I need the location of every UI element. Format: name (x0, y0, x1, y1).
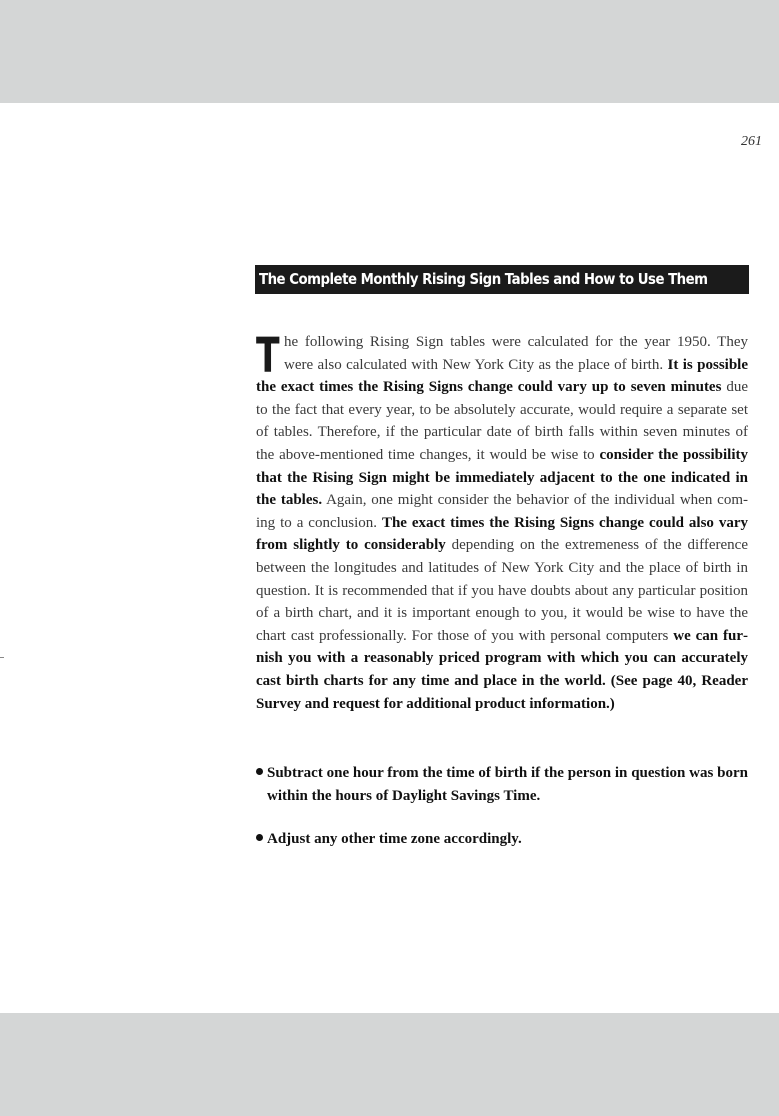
bullet-text: Subtract one hour from the time of birth if the person in question was born within the hours of Daylight Savings Time. (267, 765, 748, 804)
paragraph-segment-bold: we can furnish you with a reasonably priced program with which you can accurately cast birth charts for any time and place in the world. (See page 40, Reader Survey and request for additional product information.) (256, 627, 748, 712)
section-heading-text: The Complete Monthly Rising Sign Tables and How to Use Them (259, 270, 708, 288)
bullet-dot-icon (256, 834, 263, 841)
paragraph-segment: depending on the extremeness of the difference between the longitudes and latitudes of New York City and the place of birth in question. It is recommended that if you have doubts about any particular position of a birth chart, and it is important enough to you, it would be wise to have the chart cast professionally. For those of you with personal computers (256, 537, 748, 644)
section-heading (255, 265, 749, 294)
bullet-dot-icon (256, 768, 263, 775)
paragraph-segment: Again, one might consider the behavior of the individual when coming to a conclusion. (256, 492, 748, 531)
paragraph-segment-bold: consider the possibility that the Rising Sign might be immediately adjacent to the one indicated in the tables. (256, 446, 748, 509)
page-number: 261 (741, 134, 762, 149)
bullet-item (256, 762, 748, 807)
margin-mark (0, 657, 4, 658)
bullet-text: Adjust any other time zone accordingly. (267, 831, 522, 848)
paragraph-segment-bold: The exact times the Rising Signs change could also vary from slightly to considerably (256, 514, 748, 554)
paragraph-segment-bold: It is possible the exact times the Rising Signs change could vary up to seven minutes (256, 356, 748, 396)
bullet-list (256, 762, 748, 872)
book-page (0, 103, 779, 1013)
drop-cap: T (256, 328, 280, 384)
body-paragraph (256, 328, 748, 715)
bullet-item (256, 828, 748, 851)
paragraph-segment: he following Rising Sign tables were calculated for the year 1950. They were also calculated with New York City as the place of birth. (284, 334, 748, 373)
paragraph-segment: due to the fact that every year, to be absolutely accurate, would require a separate set of tables. Therefore, if the particular date of birth falls within seven minutes of the above-mentioned time changes, it would be wise to (256, 379, 748, 463)
